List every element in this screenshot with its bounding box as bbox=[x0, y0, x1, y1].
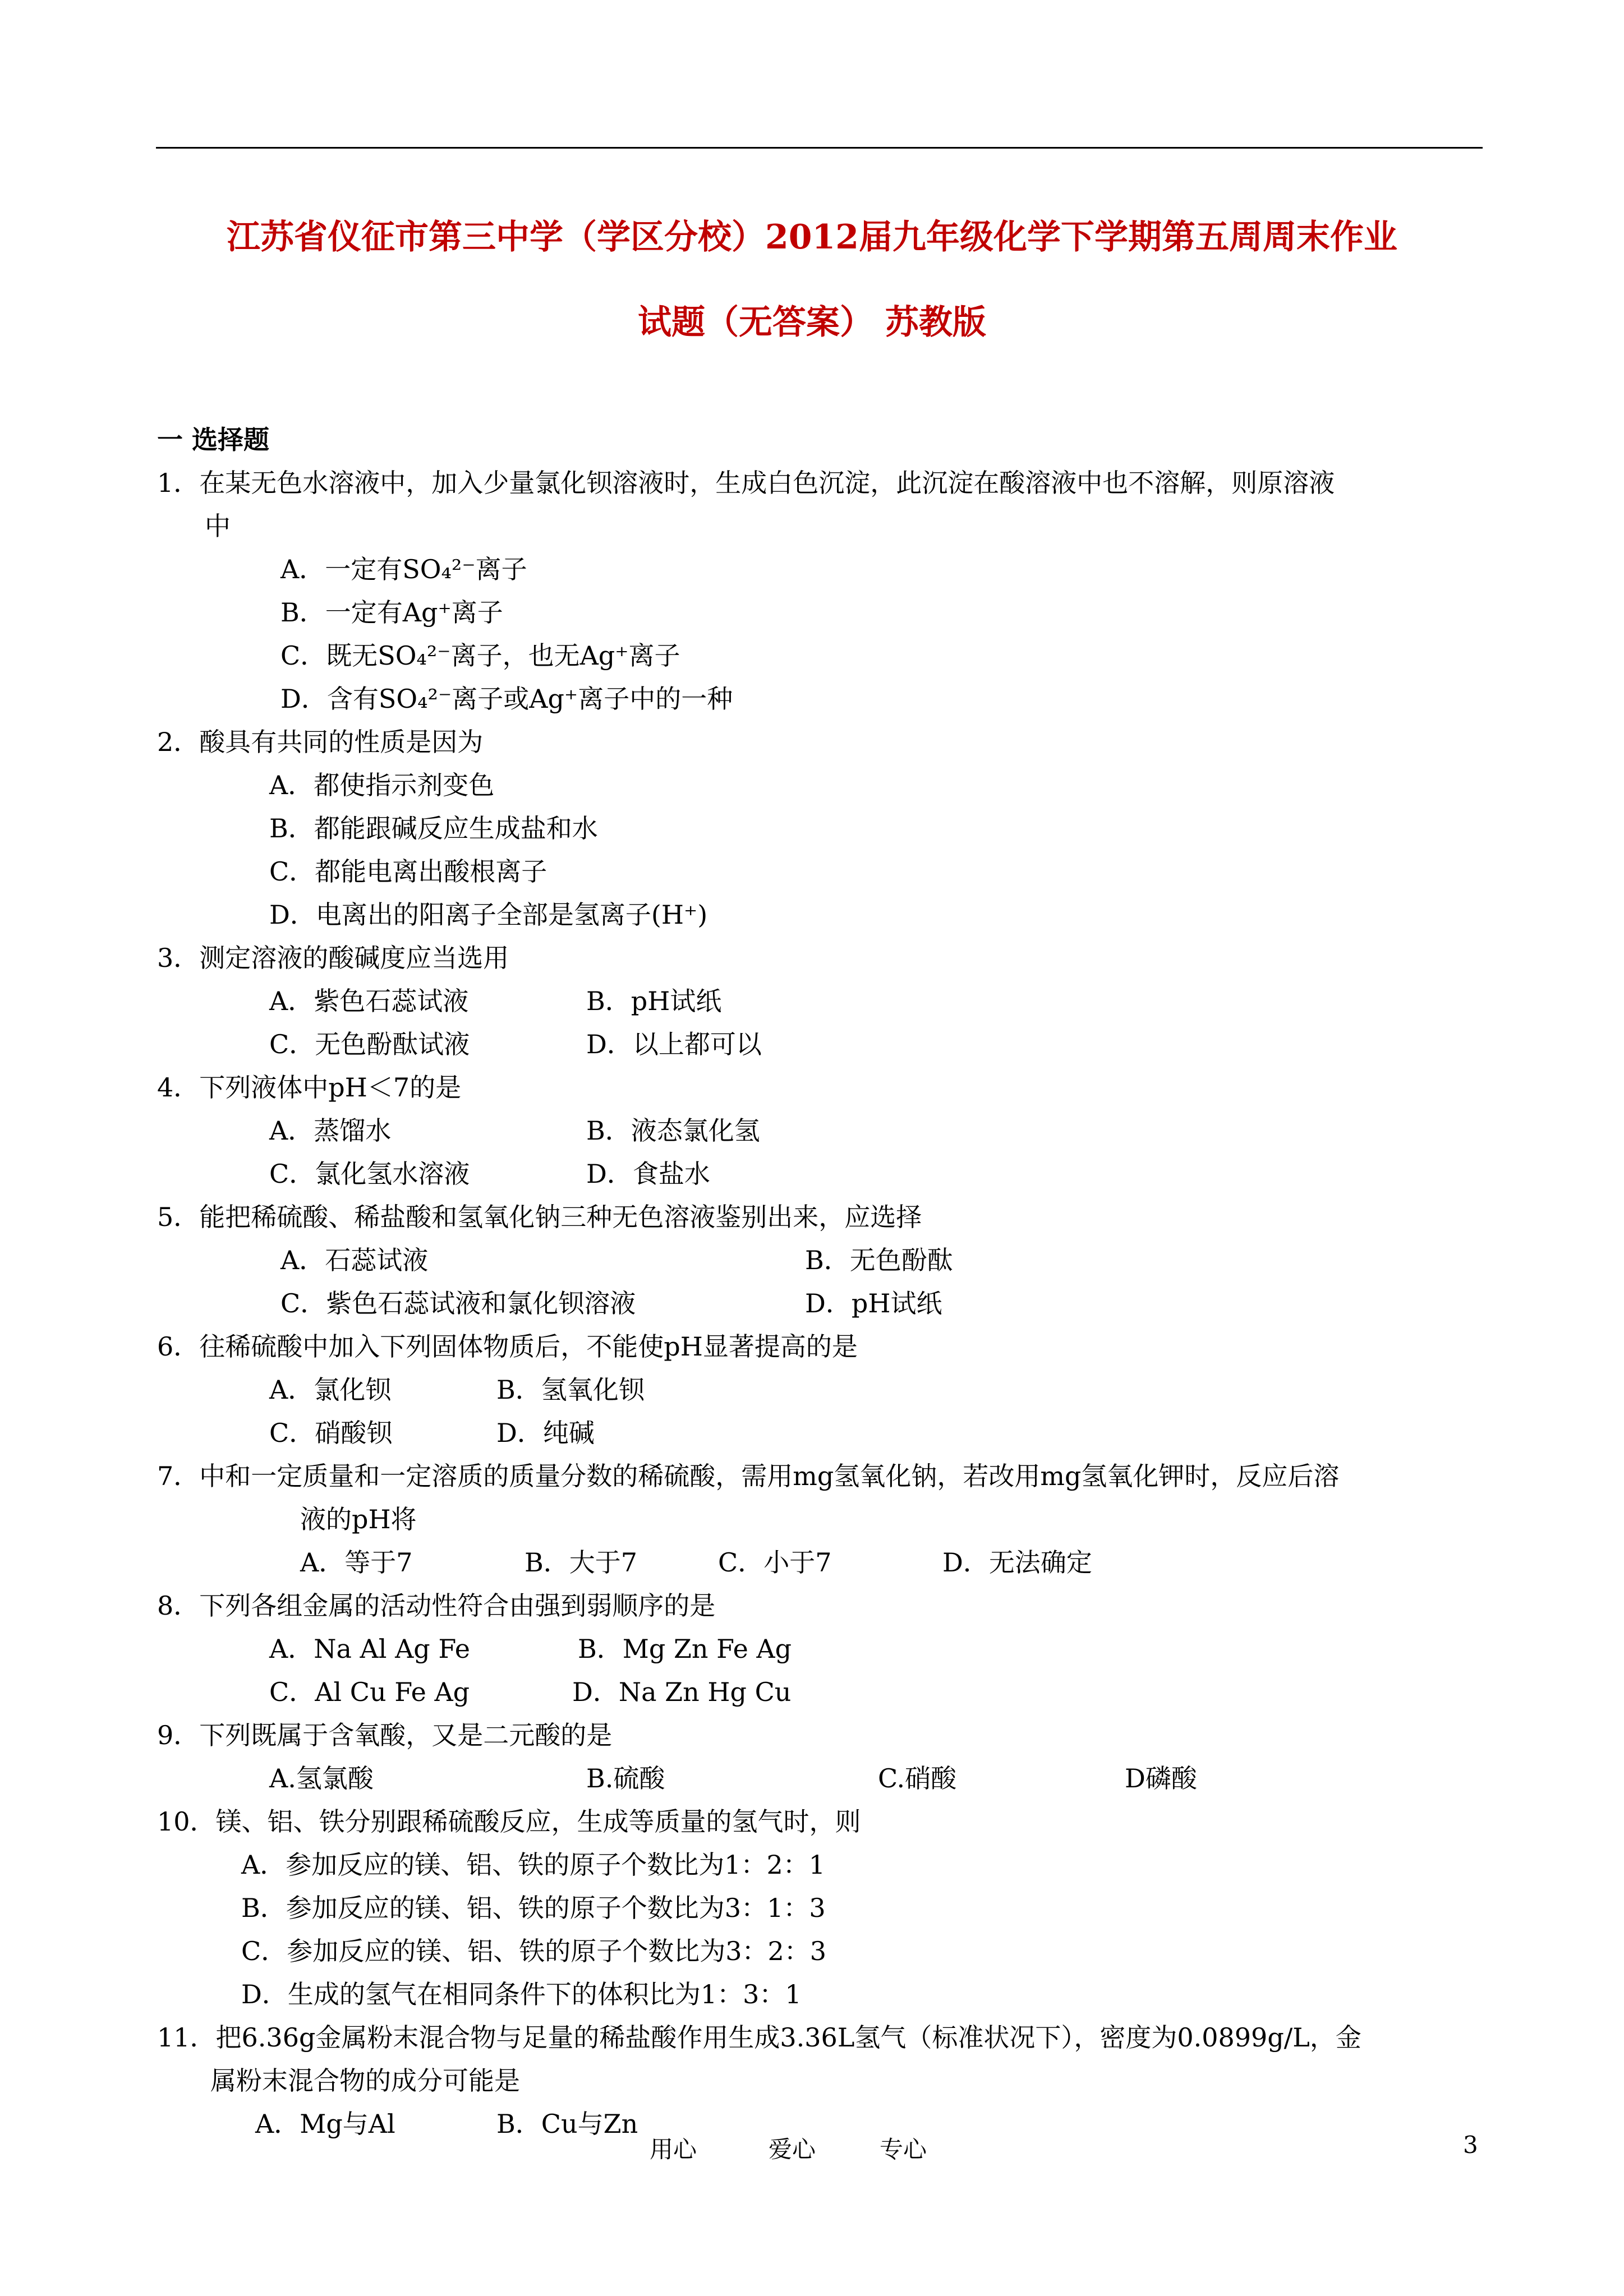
question-5-options-ab bbox=[157, 1239, 1481, 1282]
question-3-stem: 3．测定溶液的酸碱度应当选用 bbox=[157, 943, 509, 973]
question-8-option-c: C．Al Cu Fe Ag bbox=[269, 1677, 470, 1707]
question-7-option-a: A．等于7 bbox=[300, 1547, 413, 1578]
question-4-option-a: A．蒸馏水 bbox=[269, 1115, 392, 1146]
question-6-option-a: A．氯化钡 bbox=[269, 1375, 392, 1405]
question-7-options bbox=[157, 1541, 1481, 1584]
question-5-option-b: B．无色酚酞 bbox=[805, 1245, 953, 1275]
question-1-stem: 1．在某无色水溶液中，加入少量氯化钡溶液时，生成白色沉淀，此沉淀在酸溶液中也不溶解，则原溶液 bbox=[157, 468, 1335, 498]
question-7-option-d: D．无法确定 bbox=[942, 1547, 1092, 1578]
question-9-option-b: B.硫酸 bbox=[586, 1763, 665, 1794]
question-3-option-c: C．无色酚酞试液 bbox=[269, 1029, 470, 1059]
question-7-stem: 7．中和一定质量和一定溶质的质量分数的稀硫酸，需用mg氢氧化钠，若改用mg氢氧化钾时，反应后溶 bbox=[157, 1461, 1340, 1491]
question-7-option-c: C．小于7 bbox=[718, 1547, 832, 1578]
question-2-option-a: A．都使指示剂变色 bbox=[269, 770, 495, 800]
question-list bbox=[157, 418, 1481, 2146]
question-1-stem-cont: 中 bbox=[205, 511, 231, 541]
header-rule bbox=[156, 147, 1483, 149]
footer-right: 专心 bbox=[880, 2136, 927, 2163]
question-1-option-c: C．既无SO₄²⁻离子，也无Ag⁺离子 bbox=[280, 640, 680, 671]
question-8-stem: 8．下列各组金属的活动性符合由强到弱顺序的是 bbox=[157, 1590, 716, 1621]
question-1-option-a: A．一定有SO₄²⁻离子 bbox=[280, 554, 527, 584]
question-4-options-ab bbox=[157, 1109, 1481, 1152]
question-4-option-b: B．液态氯化氢 bbox=[586, 1115, 760, 1146]
footer-middle: 爱心 bbox=[769, 2136, 816, 2163]
section-heading: 一 选择题 bbox=[157, 425, 270, 455]
question-3-options-cd bbox=[157, 1023, 1481, 1066]
question-7-option-b: B．大于7 bbox=[525, 1547, 638, 1578]
question-6-option-c: C．硝酸钡 bbox=[269, 1418, 393, 1448]
document-title-line2: 试题（无答案） 苏教版 bbox=[638, 303, 986, 342]
question-3-options-ab bbox=[157, 980, 1481, 1023]
question-11-options-ab bbox=[157, 2103, 1481, 2146]
question-6-options-cd bbox=[157, 1412, 1481, 1455]
question-2-option-c: C．都能电离出酸根离子 bbox=[269, 856, 548, 887]
page-number: 3 bbox=[1463, 2131, 1478, 2159]
question-6-options-ab bbox=[157, 1368, 1481, 1412]
document-title-line1: 江苏省仪征市第三中学（学区分校）2012届九年级化学下学期第五周周末作业 bbox=[227, 218, 1397, 257]
question-6-option-b: B．氢氧化钡 bbox=[496, 1375, 645, 1405]
question-9-option-d: D磷酸 bbox=[1125, 1763, 1197, 1794]
question-8-option-b: B．Mg Zn Fe Ag bbox=[578, 1634, 792, 1664]
question-7-stem-cont: 液的pH将 bbox=[300, 1504, 417, 1534]
question-8-options-ab bbox=[157, 1628, 1481, 1671]
question-6-option-d: D．纯碱 bbox=[496, 1418, 595, 1448]
question-11-option-a: A．Mg与Al bbox=[255, 2109, 395, 2139]
question-5-options-cd bbox=[157, 1282, 1481, 1325]
question-9-option-c: C.硝酸 bbox=[878, 1763, 957, 1794]
question-10-option-d: D．生成的氢气在相同条件下的体积比为1：3：1 bbox=[241, 1979, 802, 2009]
question-8-options-cd bbox=[157, 1671, 1481, 1714]
footer-left: 用心 bbox=[650, 2136, 697, 2163]
question-9-option-a: A.氢氯酸 bbox=[269, 1763, 374, 1794]
question-3-option-b: B．pH试纸 bbox=[586, 986, 722, 1016]
question-5-option-a: A．石蕊试液 bbox=[280, 1245, 429, 1275]
question-3-option-a: A．紫色石蕊试液 bbox=[269, 986, 469, 1016]
question-3-option-d: D．以上都可以 bbox=[586, 1029, 762, 1059]
question-11-stem: 11．把6.36g金属粉末混合物与足量的稀盐酸作用生成3.36L氢气（标准状况下），密度为0.0899g/L，金 bbox=[157, 2022, 1361, 2053]
question-1-option-d: D．含有SO₄²⁻离子或Ag⁺离子中的一种 bbox=[280, 684, 733, 714]
question-11-option-b: B．Cu与Zn bbox=[496, 2109, 638, 2139]
question-2-option-b: B．都能跟碱反应生成盐和水 bbox=[269, 813, 598, 843]
question-10-stem: 10．镁、铝、铁分别跟稀硫酸反应，生成等质量的氢气时，则 bbox=[157, 1806, 861, 1837]
question-10-option-a: A．参加反应的镁、铝、铁的原子个数比为1：2：1 bbox=[241, 1850, 826, 1880]
question-4-option-c: C．氯化氢水溶液 bbox=[269, 1159, 470, 1189]
question-8-option-d: D．Na Zn Hg Cu bbox=[572, 1677, 792, 1707]
question-6-stem: 6．往稀硫酸中加入下列固体物质后，不能使pH显著提高的是 bbox=[157, 1331, 858, 1362]
question-5-option-d: D．pH试纸 bbox=[805, 1288, 942, 1318]
question-1-option-b: B．一定有Ag⁺离子 bbox=[280, 597, 503, 628]
question-4-options-cd bbox=[157, 1152, 1481, 1196]
question-4-option-d: D．食盐水 bbox=[586, 1159, 710, 1189]
question-2-stem: 2．酸具有共同的性质是因为 bbox=[157, 727, 484, 757]
question-5-stem: 5．能把稀硫酸、稀盐酸和氢氧化钠三种无色溶液鉴别出来，应选择 bbox=[157, 1202, 922, 1232]
question-9-options bbox=[157, 1757, 1481, 1800]
question-5-option-c: C．紫色石蕊试液和氯化钡溶液 bbox=[280, 1288, 636, 1318]
question-2-option-d: D．电离出的阳离子全部是氢离子(H⁺) bbox=[269, 900, 708, 930]
question-11-stem-cont: 属粉末混合物的成分可能是 bbox=[210, 2066, 520, 2096]
question-10-option-b: B．参加反应的镁、铝、铁的原子个数比为3：1：3 bbox=[241, 1893, 826, 1923]
question-8-option-a: A．Na Al Ag Fe bbox=[269, 1634, 470, 1664]
question-10-option-c: C．参加反应的镁、铝、铁的原子个数比为3：2：3 bbox=[241, 1936, 826, 1966]
question-4-stem: 4．下列液体中pH＜7的是 bbox=[157, 1072, 462, 1103]
question-9-stem: 9．下列既属于含氧酸，又是二元酸的是 bbox=[157, 1720, 613, 1750]
